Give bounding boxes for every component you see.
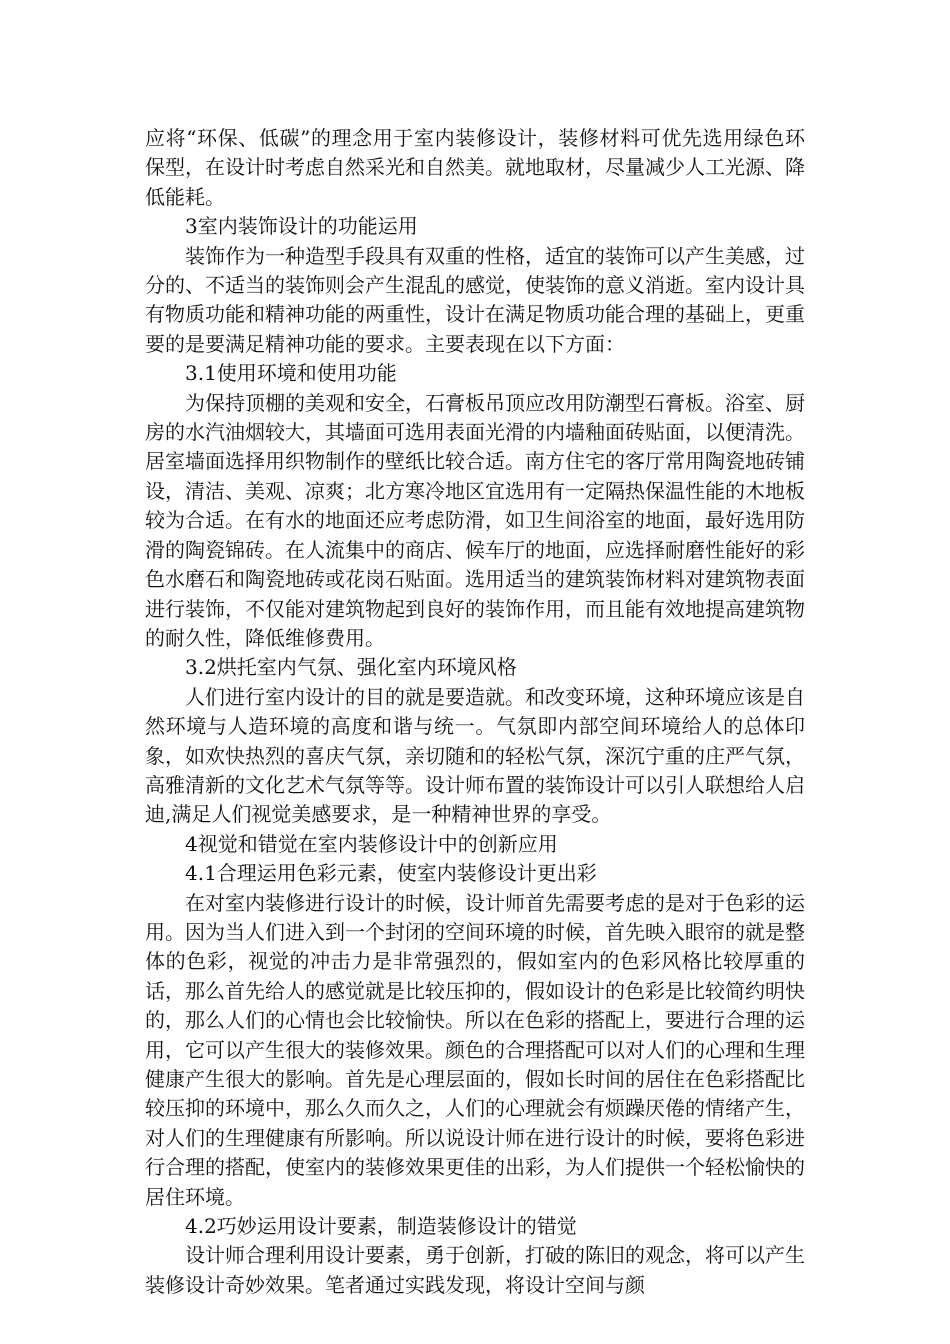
paragraph-4-1: 在对室内装修进行设计的时候，设计师首先需要考虑的是对于色彩的运用。因为当人们进入到一个封闭的空间环境的时候，首先映入眼帘的就是整体的色彩，视觉的冲击力是非常强烈的，假如室内的色彩风格比较厚重的话，那么首先给人的感觉就是比较压抑的，假如设计的色彩是比较简约明快的，那么人们的心情也会比较愉快。所以在色彩的搭配上，要进行合理的运用，它可以产生很大的装修效果。颜色的合理搭配可以对人们的心理和生理健康产生很大的影响。首先是心理层面的，假如长时间的居住在色彩搭配比较压抑的环境中，那么久而久之，人们的心理就会有烦躁厌倦的情绪产生，对人们的生理健康有所影响。所以说设计师在进行设计的时候，要将色彩进行合理的搭配，使室内的装修效果更佳的出彩，为人们提供一个轻松愉快的居住环境。 xyxy=(145,890,805,1209)
section-heading-3: 3室内装饰设计的功能运用 xyxy=(185,214,418,239)
document-body xyxy=(145,124,805,1300)
paragraph-4-2: 设计师合理利用设计要素，勇于创新，打破的陈旧的观念，将可以产生装修设计奇妙效果。笔者通过实践发现，将设计空间与颜 xyxy=(145,1243,805,1297)
subsection-heading-4-1: 4.1合理运用色彩元素，使室内装修设计更出彩 xyxy=(185,861,597,886)
subsection-heading-3-2: 3.2烘托室内气氛、强化室内环境风格 xyxy=(185,655,517,680)
paragraph-intro: 应将“环保、低碳”的理念用于室内装修设计，装修材料可优先选用绿色环保型，在设计时考虑自然采光和自然美。就地取材，尽量减少人工光源、降低能耗。 xyxy=(145,126,805,209)
subsection-heading-4-2: 4.2巧妙运用设计要素，制造装修设计的错觉 xyxy=(185,1214,577,1239)
paragraph-3: 装饰作为一种造型手段具有双重的性格，适宜的装饰可以产生美感，过分的、不适当的装饰则会产生混乱的感觉，使装饰的意义消逝。室内设计具有物质功能和精神功能的两重性，设计在满足物质功能合理的基础上，更重要的是要满足精神功能的要求。主要表现在以下方面： xyxy=(145,243,805,356)
paragraph-3-2: 人们进行室内设计的目的就是要造就。和改变环境，这种环境应该是自然环境与人造环境的高度和谐与统一。气氛即内部空间环境给人的总体印象，如欢快热烈的喜庆气氛，亲切随和的轻松气氛，深沉宁重的庄严气氛，高雅清新的文化艺术气氛等等。设计师布置的装饰设计可以引人联想给人启迪,满足人们视觉美感要求，是一种精神世界的享受。 xyxy=(145,684,805,827)
subsection-heading-3-1: 3.1使用环境和使用功能 xyxy=(185,361,397,386)
paragraph-3-1: 为保持顶棚的美观和安全，石膏板吊顶应改用防潮型石膏板。浴室、厨房的水汽油烟较大，其墙面可选用表面光滑的内墙釉面砖贴面，以便清洗。居室墙面选择用织物制作的壁纸比较合适。南方住宅的客厅常用陶瓷地砖铺设，清洁、美观、凉爽；北方寒冷地区宜选用有一定隔热保温性能的木地板较为合适。在有水的地面还应考虑防滑，如卫生间浴室的地面，最好选用防滑的陶瓷锦砖。在人流集中的商店、候车厅的地面，应选择耐磨性能好的彩色水磨石和陶瓷地砖或花岗石贴面。选用适当的建筑装饰材料对建筑物表面进行装饰，不仅能对建筑物起到良好的装饰作用，而且能有效地提高建筑物的耐久性，降低维修费用。 xyxy=(145,390,805,650)
section-heading-4: 4视觉和错觉在室内装修设计中的创新应用 xyxy=(185,831,558,856)
